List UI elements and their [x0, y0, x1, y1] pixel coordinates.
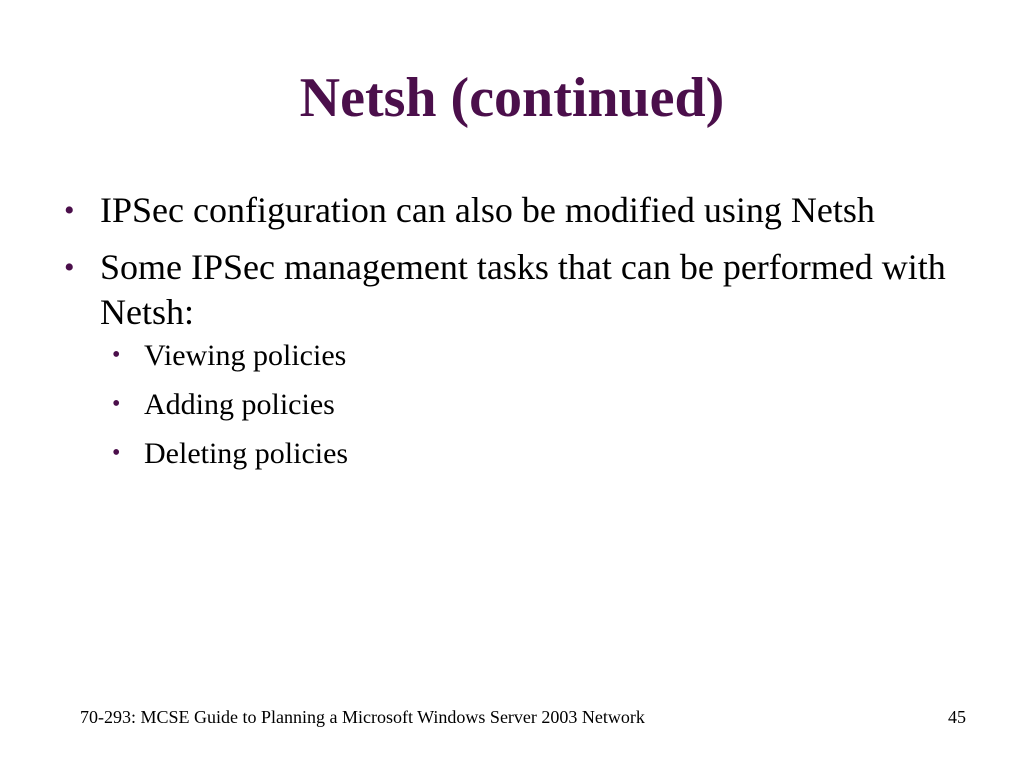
footer-text: 70-293: MCSE Guide to Planning a Microsoft Windows Server 2003 Network	[80, 707, 645, 727]
sub-bullet-text: Deleting policies	[144, 437, 349, 470]
slide-title: Netsh (continued)	[299, 67, 725, 129]
sub-bullet-item	[112, 337, 1022, 374]
sub-bullet-list	[112, 337, 1022, 472]
sub-bullet-icon: •	[112, 440, 121, 466]
sub-bullet-icon: •	[112, 342, 121, 368]
sub-bullet-text: Viewing policies	[144, 339, 347, 372]
sub-bullet-group	[64, 339, 974, 482]
bullet-item	[64, 245, 974, 335]
sub-bullet-text: Adding policies	[144, 388, 335, 421]
bullet-text: Some IPSec management tasks that can be performed with Netsh:	[100, 247, 946, 332]
bullet-text: IPSec configuration can also be modified using Netsh	[100, 190, 875, 230]
bullet-list	[64, 188, 974, 494]
bullet-item	[64, 188, 974, 233]
sub-bullet-item	[112, 435, 1022, 472]
bullet-icon: •	[64, 251, 75, 284]
page-number: 45	[948, 707, 966, 727]
sub-bullet-icon: •	[112, 391, 121, 417]
sub-bullet-item	[112, 386, 1022, 423]
bullet-icon: •	[64, 194, 75, 227]
